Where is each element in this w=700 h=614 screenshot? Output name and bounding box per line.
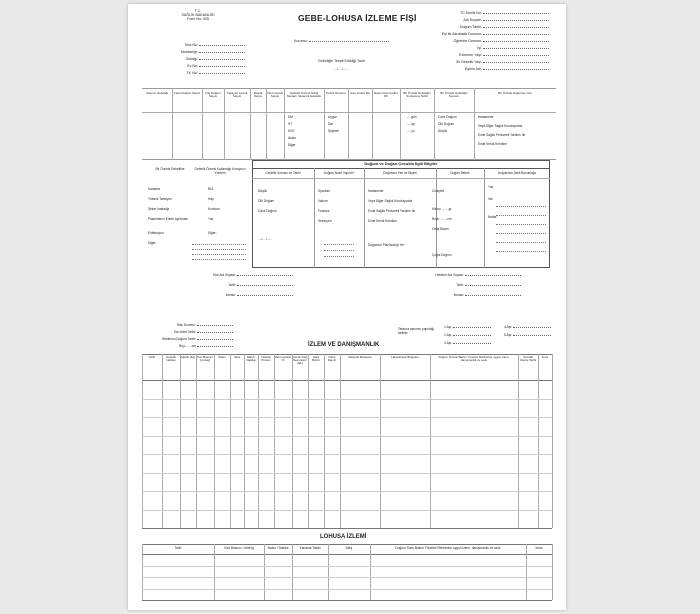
birth-result-option[interactable]: Düşük [258, 189, 268, 193]
history-col-header: Eşinin Kan Grubu Rh [374, 91, 398, 99]
izlem-table-row[interactable] [142, 473, 552, 492]
history-result-option[interactable]: Düşük [438, 129, 448, 133]
birth-col-divider [484, 168, 485, 268]
izlem-col-header: Nabız/ Dakika [246, 355, 256, 363]
birth-method-option[interactable]: Forseps [318, 209, 330, 213]
izlem-col-header: Doğum Öncesi Bakım Yönetim Rehberine uygun izlem, danışmanlık ve sevk [438, 355, 510, 363]
history-place-option[interactable]: Veya Diğer Sağlık Kuruluşunda [478, 124, 523, 128]
lohusa-col-header: Doğum Sonu Bakım Yönetim Rehberine uygun izlem, danışmanlık ve sevk [395, 546, 501, 550]
history-col-divider [172, 88, 173, 160]
field-ev-no[interactable]: Ev No: [168, 65, 248, 69]
prev-col1-head: Bir Önceki Gebelikte [155, 167, 185, 171]
izlem-table-row[interactable] [142, 380, 552, 399]
birth-place-option[interactable]: Evde Kendi Kendine [368, 219, 397, 223]
history-col-divider [284, 88, 285, 160]
prev-complication-option[interactable]: Kanama [148, 187, 160, 191]
izlem-table-row[interactable] [142, 510, 552, 529]
izlem-col-header: Tarih [148, 355, 156, 359]
history-interval-field[interactable]: ......yıl [406, 129, 415, 133]
prev-complication-option[interactable]: Plasentanın Erken Ayrılması [148, 217, 188, 221]
kurumu-field[interactable] [294, 40, 389, 44]
history-pelvis-option[interactable]: Dar [328, 122, 334, 126]
birth-col-divider [364, 168, 365, 268]
birth-method-line[interactable] [324, 242, 354, 245]
history-pelvis-option[interactable]: Şüpheli [328, 129, 339, 133]
history-col-divider [266, 88, 267, 160]
tetanus-dose-field[interactable]: 1.Aşı: [444, 326, 491, 330]
birth-col-header: Doğan Bebek [450, 171, 470, 175]
lohusa-title: LOHUSA İZLEMİ [320, 534, 367, 540]
birth-col-header: Doğurulan Şekil Bozukluğu [497, 171, 537, 175]
prev-other-line[interactable] [192, 247, 246, 250]
prev-other-line[interactable] [192, 252, 246, 255]
izlem-table-row[interactable] [142, 436, 552, 455]
prev-col2-head: Gebelik Öncesi Kullandığı Koruyucu Yöntem [194, 167, 246, 175]
kurumu-line [309, 41, 389, 42]
izlem-col-divider [552, 354, 553, 528]
history-col-header: Pelvis Durumu [326, 91, 346, 95]
birth-header-line [252, 178, 550, 179]
anomaly-note-line[interactable] [496, 231, 546, 234]
izlem-col-header: Debe Demiri [327, 355, 337, 363]
history-col-divider [250, 88, 251, 160]
history-disease-option[interactable]: Diğer [288, 143, 296, 147]
anomaly-note-line[interactable] [496, 249, 546, 252]
history-disease-option[interactable]: KVS [288, 129, 295, 133]
birth-method-line[interactable] [324, 254, 354, 257]
prev-other-line[interactable] [192, 242, 246, 245]
risk-field[interactable]: Beklenen Doğum Tarihi: [146, 338, 233, 342]
izlem-table-row[interactable] [142, 454, 552, 473]
birth-method-option[interactable]: Vakum [318, 199, 328, 203]
field-adi-soyadi[interactable]: Adı Soyadı: [418, 19, 549, 23]
form-title: GEBE-LOHUSA İZLEME FİŞİ [298, 13, 417, 23]
prev-contraception-option[interactable]: Kondom [208, 207, 220, 211]
lohusa-table-row[interactable] [142, 577, 552, 589]
lohusa-col-header: Ateş [345, 546, 353, 550]
org-line-2: SAĞLIK BAKANLIĞI [181, 13, 215, 17]
field-akrabalik[interactable]: Eşi ile Akrabalık Durumu: [418, 33, 549, 37]
field-sira-no[interactable]: Sıra No: [168, 44, 248, 48]
prev-complication-option[interactable]: Enfeksiyon [148, 231, 164, 235]
field-isi[interactable]: İşi: [418, 47, 549, 51]
lohusa-table-row[interactable] [142, 554, 552, 566]
prev-complication-option[interactable]: Yüksek Tansiyon [148, 197, 172, 201]
birth-result-option[interactable]: ..../..../...... [258, 237, 273, 241]
history-col-divider [372, 88, 373, 160]
history-col-header: Kaçıncı Gebeliği [146, 91, 168, 95]
baby-field[interactable]: Geliş Biçimi [432, 227, 449, 231]
birth-col-header: Gebelik Sonucu ve Tarihi [265, 171, 301, 175]
izlem-col-header: Çocuk Kalp Sesi (atım/ dak) [292, 355, 308, 366]
hekim-signature-field[interactable]: İmzası: [418, 294, 521, 298]
history-col-divider [400, 88, 401, 160]
lohusa-bottom-line [142, 600, 552, 601]
birth-col-header: Doğumun Yeri ve Biçimi [383, 171, 417, 175]
field-sokak[interactable]: Sokağı: [168, 58, 248, 62]
birth-col-divider [314, 168, 315, 268]
tetanus-dose-field[interactable]: 2.Aşı: [444, 334, 491, 338]
prev-contraception-option[interactable]: Diğer: [208, 231, 217, 235]
field-dogum-tarihi[interactable]: Doğum Tarihi: [418, 26, 549, 30]
izlem-col-header: Laboratuvar Bulguları [391, 355, 419, 359]
ebe-signature-field[interactable]: Tarih: [198, 284, 293, 288]
lohusa-col-header: Kan Basıncı / mmHg [224, 546, 254, 550]
birth-place-option[interactable]: Evde Sağlık Personeli Yardımı İle [368, 209, 416, 213]
field-tlf-no[interactable]: Tlf. No: [168, 72, 248, 76]
history-col-divider [224, 88, 225, 160]
pregnancy-detect-date[interactable]: ..../..../...... [333, 67, 349, 71]
anomaly-option[interactable]: Notlar [488, 215, 497, 219]
field-ilk-gebelik-yasi[interactable]: İlk Gebelik Yaşı: [418, 61, 549, 65]
prev-contraception-option[interactable]: RİA [208, 187, 214, 191]
field-tc-kimlik[interactable]: TC Kimlik No: [418, 12, 549, 16]
izlem-col-header: Varis [233, 355, 241, 359]
prev-complication-option[interactable]: Şeker hastalığı [148, 207, 170, 211]
anomaly-note-line[interactable] [496, 204, 546, 207]
history-col-header: Yaşayan Çocuk Sayısı [226, 91, 248, 99]
history-col-header: Gebelik Öncesi Aldığı Modern Sistemik Hastalık [286, 91, 321, 99]
birth-method-option[interactable]: Spontan [318, 189, 330, 193]
izlem-col-header: Geliş Biçimi [312, 355, 320, 363]
history-result-option[interactable]: Canlı Doğum [438, 115, 457, 119]
izlem-col-header: Sistemik Muayene [348, 355, 372, 359]
birth-result-option[interactable]: Ölü Doğum [258, 199, 275, 203]
history-disease-option[interactable]: DM [288, 115, 293, 119]
prev-contraception-option[interactable]: Hap [208, 197, 214, 201]
anomaly-option[interactable]: Yok [488, 185, 494, 189]
prev-other-line[interactable] [192, 257, 246, 260]
history-col-divider [348, 88, 349, 160]
baby-field[interactable]: Kilosu ........gr [432, 207, 452, 211]
ebe-signature-field[interactable]: İmzası: [198, 294, 293, 298]
lohusa-table-row[interactable] [142, 566, 552, 578]
izlem-table-row[interactable] [142, 399, 552, 418]
lohusa-top-line [142, 544, 552, 545]
lohusa-col-header: Kanama Takibi [299, 546, 321, 550]
history-interval-field[interactable]: ......ay [406, 122, 415, 126]
birth-col-header: Doğum Nasıl Yapıldı? [323, 171, 355, 175]
lohusa-col-header: Nabız / Dakika [267, 546, 289, 550]
birth-method-option[interactable]: Sezaryen [318, 219, 332, 223]
pregnancy-detect-label: Gebeliğin Tespit Edildiği Tarih [318, 59, 365, 63]
history-result-option[interactable]: Ölü Doğum [438, 122, 455, 126]
hekim-signature-field[interactable]: Hekimin Adı Soyadı: [418, 274, 521, 278]
izlem-col-header: İdrarda Protein [261, 355, 271, 363]
lohusa-col-header: Tarih [174, 546, 182, 550]
field-evlenme-yasi[interactable]: Evlenme Yaşı: [418, 54, 549, 58]
ebe-signature-field[interactable]: Ebe Adı Soyadı: [198, 274, 293, 278]
history-interval-field[interactable]: ......gün [406, 115, 417, 119]
kurumu-label: Kurumu: [294, 39, 308, 43]
birth-result-option[interactable]: Canlı Doğum [258, 209, 277, 213]
risk-field[interactable]: Son Adet Tarihi: [146, 331, 233, 335]
history-pelvis-option[interactable]: Uygun [328, 115, 338, 119]
prev-complication-option[interactable]: Diğer: [148, 241, 157, 245]
baby-field[interactable]: Çoğul Doğum [432, 253, 452, 257]
anomaly-note-line[interactable] [496, 240, 546, 243]
anomaly-note-line[interactable] [496, 222, 546, 225]
izlem-col-header: Kan Basıncı (mmHg) [197, 355, 213, 363]
tetanus-dose-field[interactable]: 4.Aşı: [504, 326, 551, 330]
history-col-header: Bir Önceki Doğumun Yeri [498, 91, 532, 95]
izlem-col-header: Sonraki İzleme Tarihi [519, 355, 537, 363]
history-disease-option[interactable]: Astım [288, 136, 297, 140]
history-col-header: Canlı Doğum Sayısı [173, 91, 201, 95]
baby-field[interactable]: Cinsiyeti [432, 189, 445, 193]
org-line-1: T.C. [194, 9, 202, 13]
history-col-header: Bir Önceki Gebeliğin Sonlanma Tarihi [403, 91, 431, 99]
history-place-option[interactable]: Hastanede [478, 115, 494, 119]
tetanus-label: Tetanoz aşısının yapıldığı tarihler [398, 327, 435, 335]
birth-place-option[interactable]: Hastanede [368, 189, 384, 193]
history-col-divider [202, 88, 203, 160]
field-muhtarlik[interactable]: Muhtarlığı: [168, 51, 248, 55]
izlem-table-row[interactable] [142, 417, 552, 436]
form-page [128, 4, 566, 610]
izlem-col-header: Ağırlık (Kg) [180, 355, 196, 359]
birth-method-line[interactable] [324, 248, 354, 251]
history-disease-option[interactable]: HT [288, 122, 293, 126]
history-col-divider [324, 88, 325, 160]
lohusa-table-row[interactable] [142, 589, 552, 601]
birth-place-option[interactable]: Doğumun Planlandığı Yer [368, 243, 405, 247]
history-place-option[interactable]: Evde Sağlık Personeli Yardımı İle [478, 133, 526, 137]
history-col-divider [434, 88, 435, 160]
history-col-header: Bir Önceki Gebeliğin Sonucu [440, 91, 468, 99]
history-col-header: Ölen Çocuk Sayısı [267, 91, 283, 99]
izlem-col-header: Gebelik Haftası [166, 355, 176, 363]
lohusa-col-divider [552, 544, 553, 600]
birth-box-title: Doğum ve Doğan Çocukla İlgili Bilgiler [364, 161, 438, 166]
history-place-option[interactable]: Evde Kendi Kendine [478, 142, 507, 146]
risk-field[interactable]: Risk Durumu: [146, 324, 233, 328]
tetanus-dose-field[interactable]: 5.Aşı: [504, 334, 551, 338]
lohusa-col-header: İmza [535, 546, 543, 550]
birth-place-option[interactable]: Veya Diğer Sağlık Kuruluşunda [368, 199, 413, 203]
history-col-header: Ölü Doğum Sayısı [205, 91, 221, 99]
izlem-col-header: Ödem [218, 355, 226, 359]
izlem-table-row[interactable] [142, 491, 552, 510]
form-number: Form No: 005 [187, 17, 209, 21]
izlem-bottom-line [142, 528, 552, 529]
baby-field[interactable]: Boyu ........cm [432, 217, 452, 221]
risk-field[interactable]: Boy: ......cm [146, 345, 233, 349]
history-col-header: Düşük Sayısı [253, 91, 263, 99]
field-esinin-adi[interactable]: Eşinin Adı: [418, 68, 549, 72]
anomaly-note-line[interactable] [496, 213, 546, 216]
hekim-signature-field[interactable]: Tarih: [418, 284, 521, 288]
prev-contraception-option[interactable]: Yok [208, 217, 214, 221]
izlem-col-header: İmza [541, 355, 549, 359]
anomaly-option[interactable]: Var [488, 197, 493, 201]
izlem-col-header: Hemo-globin % [274, 355, 292, 363]
history-col-header: Kan Grubu Rh [350, 91, 370, 95]
tetanus-dose-field[interactable]: 3.Aşı: [444, 342, 491, 346]
field-ogrenim[interactable]: Öğrenim Durumu: [418, 40, 549, 44]
izlem-title: İZLEM VE DANIŞMANLIK [308, 342, 380, 348]
history-col-divider [474, 88, 475, 160]
